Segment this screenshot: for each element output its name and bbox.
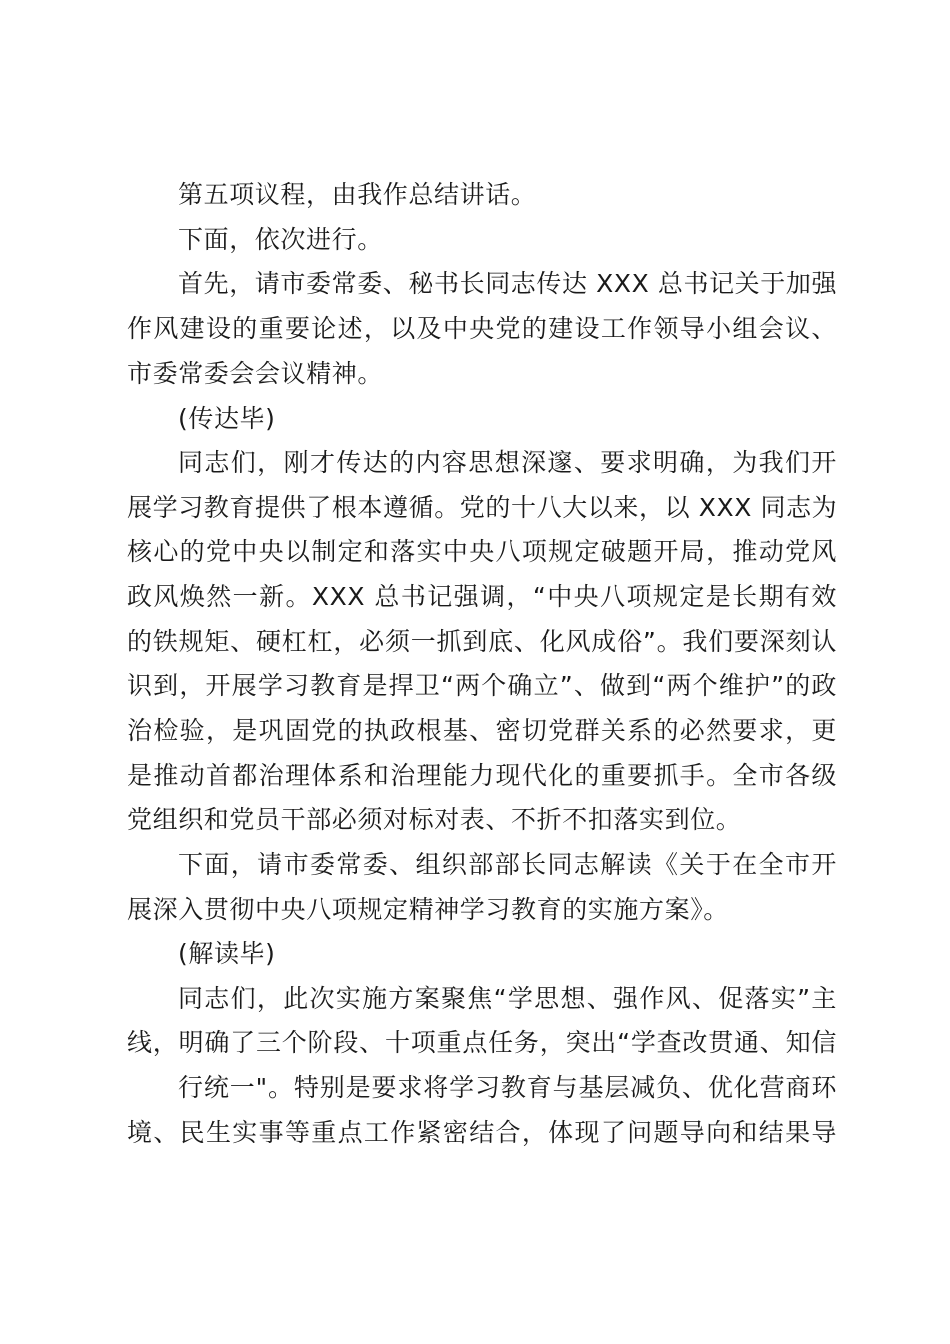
paragraph-line: 核心的党中央以制定和落实中央八项规定破题开局，推动党风 xyxy=(127,537,837,566)
paragraph-line: 同志们，刚才传达的内容思想深邃、要求明确，为我们开 xyxy=(178,448,837,477)
paragraph-line: 展深入贯彻中央八项规定精神学习教育的实施方案》。 xyxy=(127,895,729,924)
paragraph-line: 第五项议程，由我作总结讲话。 xyxy=(178,180,537,209)
paragraph-line: 下面，依次进行。 xyxy=(178,225,383,254)
paragraph-line: 的铁规矩、硬杠杠，必须一抓到底、化风成俗”。我们要深刻认 xyxy=(127,627,837,656)
paragraph-line: 是推动首都治理体系和治理能力现代化的重要抓手。全市各级 xyxy=(127,761,837,790)
paragraph-line: 治检验，是巩固党的执政根基、密切党群关系的必然要求，更 xyxy=(127,716,837,745)
paragraph-line: 行统一"。特别是要求将学习教育与基层减负、优化营商环 xyxy=(178,1073,837,1102)
paragraph-line: 同志们，此次实施方案聚焦“学思想、强作风、促落实”主 xyxy=(178,984,837,1013)
paragraph-line: 展学习教育提供了根本遵循。党的十八大以来，以 XXX 同志为 xyxy=(127,493,837,522)
paragraph-line: (传达毕) xyxy=(178,404,276,433)
paragraph-line: 识到，开展学习教育是捍卫“两个确立”、做到“两个维护”的政 xyxy=(127,671,837,700)
paragraph-line: 党组织和党员干部必须对标对表、不折不扣落实到位。 xyxy=(127,805,742,834)
paragraph-line: 境、民生实事等重点工作紧密结合，体现了问题导向和结果导 xyxy=(127,1118,837,1147)
paragraph-line: 线，明确了三个阶段、十项重点任务，突出“学查改贯通、知信 xyxy=(127,1028,837,1057)
paragraph-line: 市委常委会会议精神。 xyxy=(127,359,384,388)
paragraph-line: 作风建设的重要论述，以及中央党的建设工作领导小组会议、 xyxy=(127,314,837,343)
paragraph-line: 首先，请市委常委、秘书长同志传达 XXX 总书记关于加强 xyxy=(178,269,837,298)
paragraph-line: 政风焕然一新。XXX 总书记强调，“中央八项规定是长期有效 xyxy=(127,582,837,611)
paragraph-line: (解读毕) xyxy=(178,939,276,968)
paragraph-line: 下面，请市委常委、组织部部长同志解读《关于在全市开 xyxy=(178,850,837,879)
